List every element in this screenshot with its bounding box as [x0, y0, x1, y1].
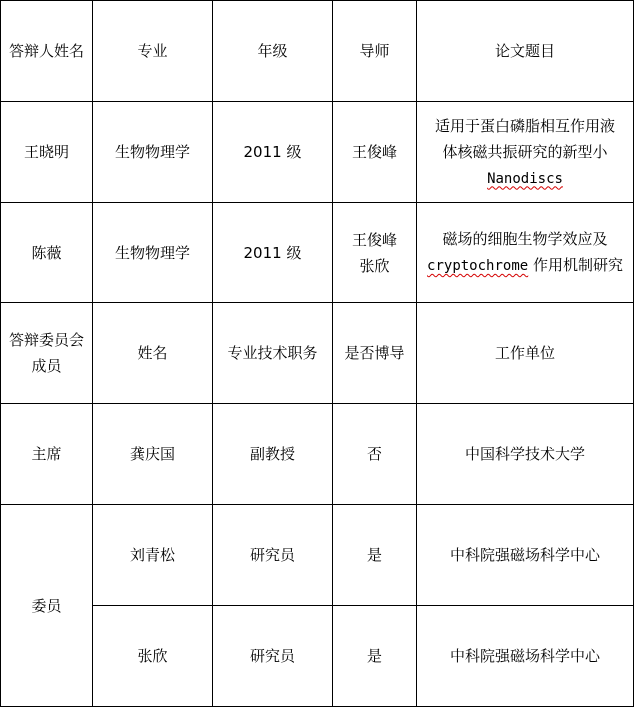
thesis-title-line: 体核磁共振研究的新型小 — [442, 142, 608, 161]
chair-role: 主席 — [1, 404, 93, 505]
chair-title: 副教授 — [213, 404, 333, 505]
member-affiliation: 中科院强磁场科学中心 — [417, 606, 634, 707]
header-candidate-name: 答辩人姓名 — [1, 1, 93, 102]
chair-affiliation: 中国科学技术大学 — [417, 404, 634, 505]
header-major: 专业 — [93, 1, 213, 102]
thesis-title-line: 磁场的细胞生物学效应及 — [442, 230, 608, 248]
supervisor-primary: 王俊峰 — [351, 230, 397, 249]
header-thesis-title: 论文题目 — [417, 1, 634, 102]
header-supervisor: 导师 — [333, 1, 417, 102]
header-grade: 年级 — [213, 1, 333, 102]
member-role: 委员 — [1, 505, 93, 707]
committee-label-line: 答辩委员会 — [8, 331, 84, 349]
committee-label — [1, 303, 93, 404]
student-name: 陈薇 — [1, 203, 93, 303]
member-name: 张欣 — [93, 606, 213, 707]
chair-name: 龚庆国 — [93, 404, 213, 505]
student-major: 生物物理学 — [93, 203, 213, 303]
chair-row — [1, 404, 634, 505]
member-phd-supervisor: 是 — [333, 505, 417, 606]
header-phd-supervisor: 是否博导 — [333, 303, 417, 404]
header-member-title: 专业技术职务 — [213, 303, 333, 404]
student-row — [1, 203, 634, 303]
student-thesis-title — [417, 203, 634, 303]
student-thesis-title — [417, 102, 634, 203]
thesis-title-line: 适用于蛋白磷脂相互作用液 — [434, 116, 615, 135]
student-row — [1, 102, 634, 203]
supervisor-secondary: 张欣 — [359, 256, 390, 275]
header-affiliation: 工作单位 — [417, 303, 634, 404]
chair-phd-supervisor: 否 — [333, 404, 417, 505]
student-grade: 2011 级 — [213, 102, 333, 203]
student-grade: 2011 级 — [213, 203, 333, 303]
committee-header-row — [1, 303, 634, 404]
member-phd-supervisor: 是 — [333, 606, 417, 707]
student-major: 生物物理学 — [93, 102, 213, 203]
member-row — [1, 606, 634, 707]
student-supervisor: 王俊峰 — [333, 102, 417, 203]
student-name: 王晓明 — [1, 102, 93, 203]
thesis-title-tail: 作用机制研究 — [528, 256, 623, 274]
member-row — [1, 505, 634, 606]
header-member-name: 姓名 — [93, 303, 213, 404]
member-title: 研究员 — [213, 505, 333, 606]
thesis-title-term: cryptochrome — [427, 258, 529, 274]
member-title: 研究员 — [213, 606, 333, 707]
member-name: 刘青松 — [93, 505, 213, 606]
thesis-title-term: Nanodiscs — [487, 170, 563, 187]
student-supervisor — [333, 203, 417, 303]
committee-label-line: 成员 — [31, 357, 62, 375]
member-affiliation: 中科院强磁场科学中心 — [417, 505, 634, 606]
header-row — [1, 1, 634, 102]
